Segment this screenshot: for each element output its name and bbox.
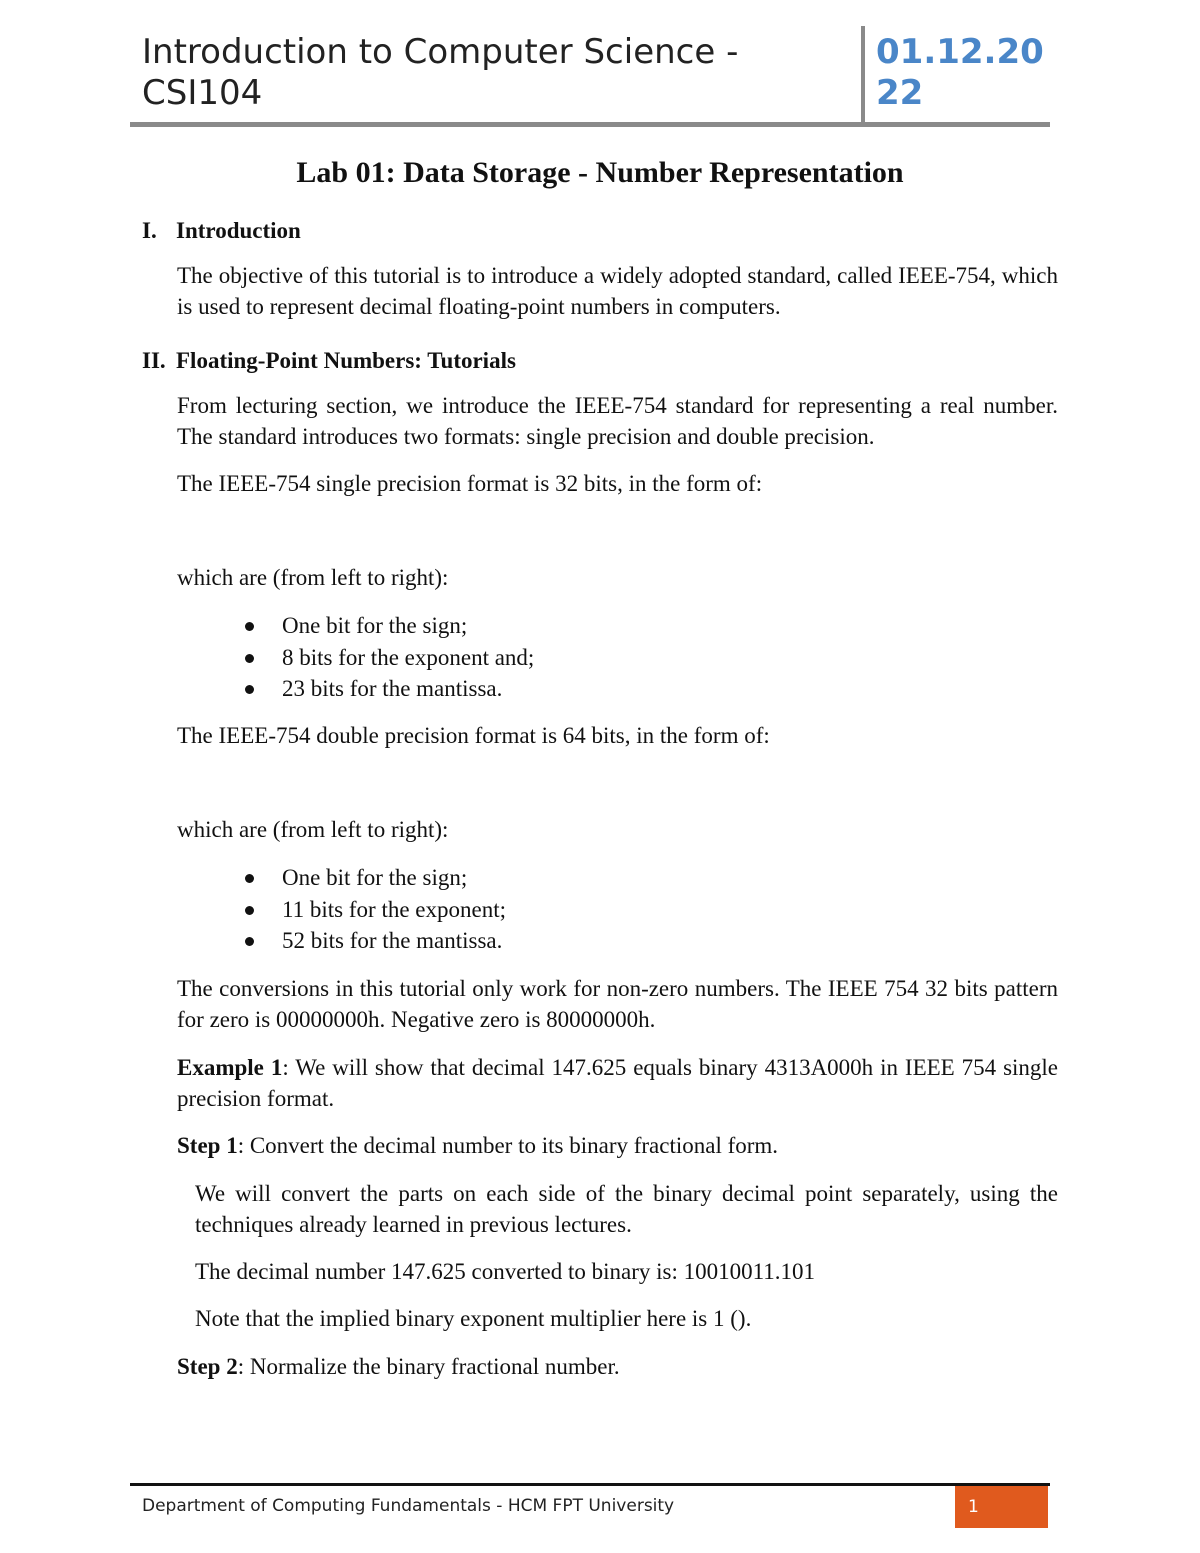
list-item: 8 bits for the exponent and; <box>245 642 534 674</box>
section-heading-introduction <box>142 216 301 246</box>
footer-rule <box>130 1483 1050 1486</box>
section-heading-text: Introduction <box>176 218 301 243</box>
header-vertical-divider <box>861 26 865 126</box>
example-1-paragraph: Example 1: We will show that decimal 147.625 equals binary 4313A000h in IEEE 754 single precision format. <box>177 1055 1059 1111</box>
intro-paragraph: The objective of this tutorial is to introduce a widely adopted standard, called IEEE-754, which is used to represent decimal floating-point numbers in computers. <box>177 263 1058 319</box>
page-number: 1 <box>968 1497 979 1517</box>
header-date: 01.12.2022 <box>876 32 1044 113</box>
bullet-icon <box>245 937 254 946</box>
which-are-text: which are (from left to right): <box>177 565 449 590</box>
single-precision-format-text: The IEEE-754 single precision format is 32 bits, in the form of: <box>177 471 763 496</box>
bullet-icon <box>245 654 254 663</box>
list-item: 52 bits for the mantissa. <box>245 925 506 957</box>
exponent-multiplier-note: Note that the implied binary exponent multiplier here is 1 (). <box>195 1306 752 1331</box>
example-1-label: Example 1 <box>177 1055 283 1080</box>
footer-department: Department of Computing Fundamentals - HCM FPT University <box>142 1496 675 1516</box>
bullet-icon <box>245 685 254 694</box>
tutorial-intro-paragraph: From lecturing section, we introduce the IEEE-754 standard for representing a real number. The standard introduces two formats: single precision and double precision. <box>177 393 1058 449</box>
document-title: Lab 01: Data Storage - Number Representation <box>296 156 904 189</box>
bullet-icon <box>245 622 254 631</box>
double-precision-format-text: The IEEE-754 double precision format is 64 bits, in the form of: <box>177 723 770 748</box>
step-1-paragraph: Step 1: Convert the decimal number to its binary fractional form. <box>177 1133 779 1158</box>
section-heading-text: Floating-Point Numbers: Tutorials <box>176 348 516 373</box>
section-number: II. <box>142 348 166 373</box>
list-item: 23 bits for the mantissa. <box>245 673 534 705</box>
section-heading-floating-point <box>142 346 516 376</box>
step-2-label: Step 2 <box>177 1354 238 1379</box>
which-are-text: which are (from left to right): <box>177 817 449 842</box>
conversions-note-paragraph: The conversions in this tutorial only work for non-zero numbers. The IEEE 754 32 bits pattern for zero is 00000000h. Negative zero is 80000000h. <box>177 976 1058 1032</box>
header-rule <box>130 122 1050 127</box>
list-item: 11 bits for the exponent; <box>245 894 506 926</box>
bullet-icon <box>245 874 254 883</box>
list-item: One bit for the sign; <box>245 610 534 642</box>
double-precision-bullets <box>245 862 506 957</box>
step-2-paragraph: Step 2: Normalize the binary fractional number. <box>177 1354 620 1379</box>
list-item: One bit for the sign; <box>245 862 506 894</box>
header-title: Introduction to Computer Science - CSI104 <box>142 32 739 113</box>
bullet-icon <box>245 906 254 915</box>
step-1-detail-paragraph: We will convert the parts on each side of the binary decimal point separately, using the techniques already learned in previous lectures. <box>195 1181 1058 1237</box>
step-1-label: Step 1 <box>177 1133 238 1158</box>
binary-conversion-text: The decimal number 147.625 converted to binary is: 10010011.101 <box>195 1259 816 1284</box>
single-precision-bullets <box>245 610 534 705</box>
section-number: I. <box>142 218 157 243</box>
